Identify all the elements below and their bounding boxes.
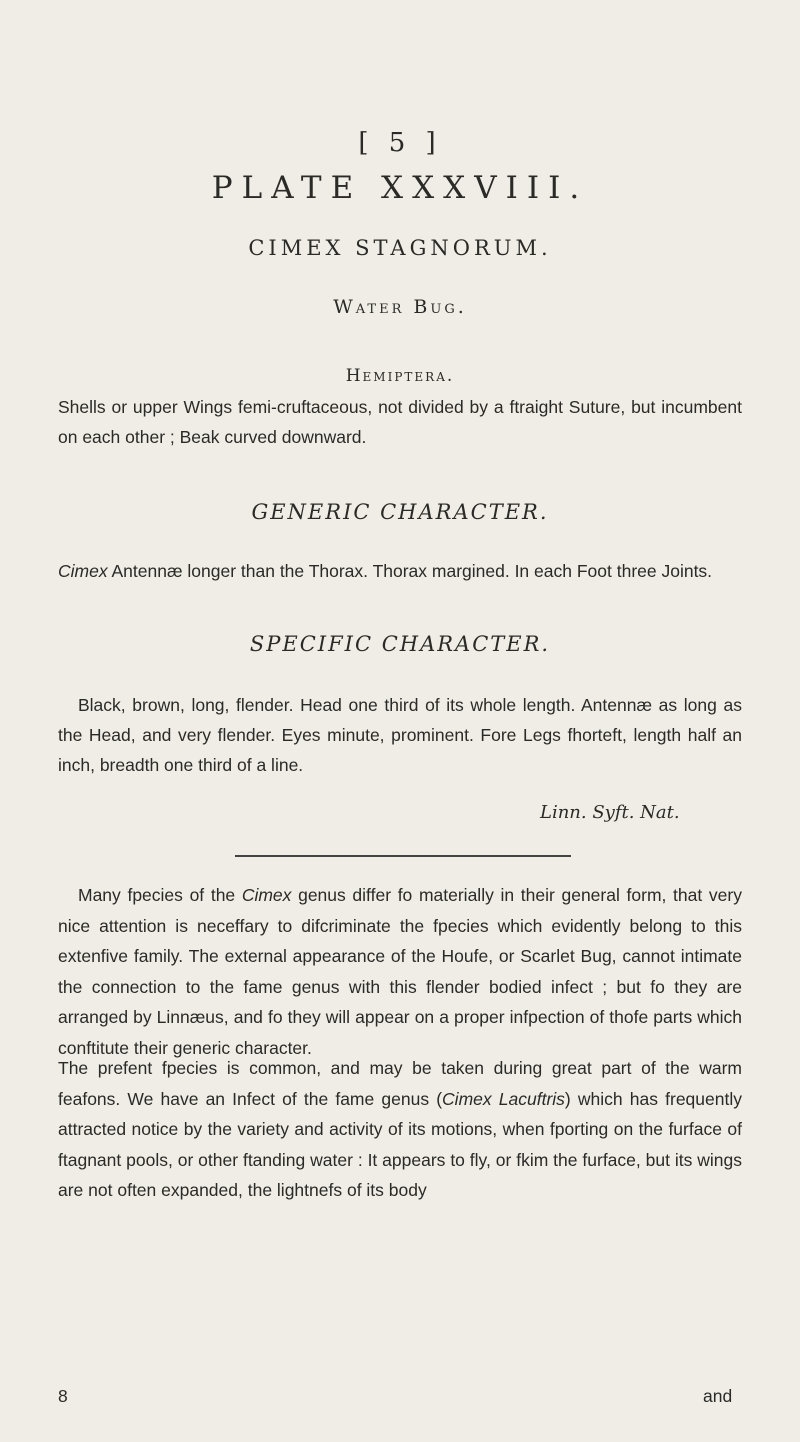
specific-text: Black, brown, long, flender. Head one third of its whole length. Antennæ as long as the Head, and very flender. Eyes minute, prominent. Fore Legs fhorteft, length half an inch, breadth one third of a line. bbox=[58, 695, 742, 775]
generic-heading: GENERIC CHARACTER. bbox=[251, 500, 549, 524]
species-name: Cimex Lacuftris bbox=[442, 1088, 565, 1109]
body-text: ) which has frequently attracted notice by the variety and activity of its motions, when fporting on the furface of ftagnant pools, or other ftanding water : It appears to fly, or fkim the furface, but its wings are not often expanded, the lightnefs of its body bbox=[58, 1088, 742, 1201]
catchword: and bbox=[703, 1386, 733, 1406]
generic-genus: Cimex bbox=[58, 561, 108, 581]
page-number: [ 5 ] bbox=[358, 128, 442, 158]
signature-mark: 8 bbox=[58, 1386, 68, 1406]
body-paragraph-2 bbox=[58, 1053, 742, 1206]
generic-description: Antennæ longer than the Thorax. Thorax margined. In each Foot three Joints. bbox=[111, 561, 713, 581]
common-name: Water Bug. bbox=[333, 296, 467, 318]
section-divider bbox=[235, 855, 571, 857]
body-paragraph-1 bbox=[58, 880, 742, 1064]
generic-text bbox=[58, 556, 742, 586]
plate-title: PLATE XXXVIII. bbox=[211, 170, 589, 206]
citation: Linn. Syft. Nat. bbox=[540, 802, 680, 823]
body-text: Many fpecies of the bbox=[78, 885, 242, 905]
specific-heading: SPECIFIC CHARACTER. bbox=[249, 632, 551, 656]
body-text: genus differ fo materially in their general form, that very nice attention is neceffary to difcriminate the fpecies which evidently belong to this extenfive family. The external appearance of the Houfe, or Scarlet Bug, cannot intimate the connection to the fame genus with this flender bodied infect ; but fo they are arranged by Linnæus, and fo they will appear on a proper infpection of thofe parts which conftitute their generic character. bbox=[58, 885, 742, 1058]
body-text: The prefent fpecies is common, and may be taken during great part of the warm feafons. We have an Infect of the fame genus ( bbox=[58, 1058, 742, 1109]
order-description: Shells or upper Wings femi-cruftaceous, not divided by a ftraight Suture, but incumbent on each other ; Beak curved downward. bbox=[58, 397, 742, 447]
order-name: Hemiptera. bbox=[345, 366, 455, 386]
species-title: CIMEX STAGNORUM. bbox=[248, 236, 552, 260]
genus-name: Cimex bbox=[241, 885, 292, 905]
